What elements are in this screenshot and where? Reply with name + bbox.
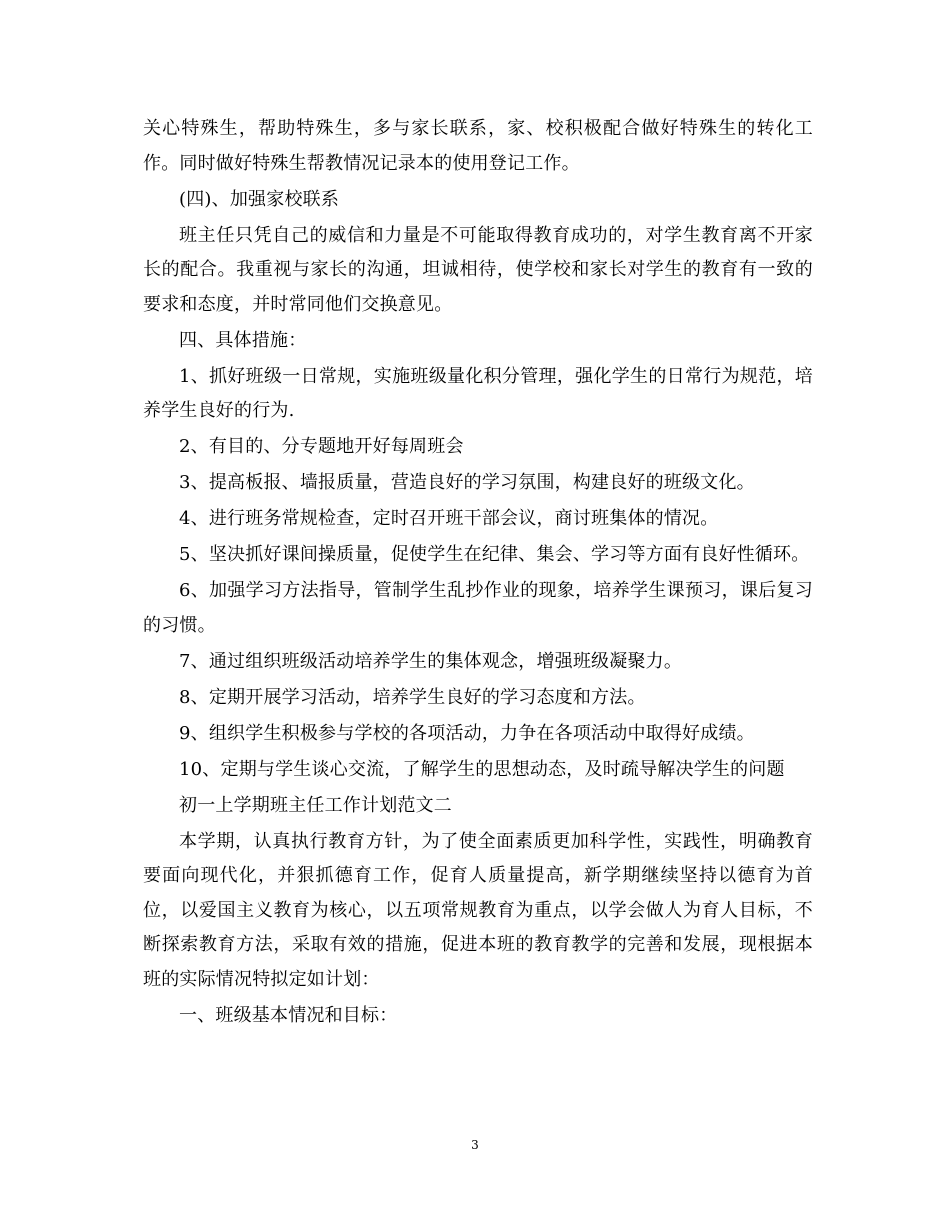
measure-item-7: 7、通过组织班级活动培养学生的集体观念，增强班级凝聚力。 bbox=[179, 650, 683, 672]
measure-item-6: 6、加强学习方法指导，管制学生乱抄作业的现象，培养学生课预习，课后复习的习惯。 bbox=[143, 580, 813, 636]
page-number: 3 bbox=[471, 1138, 479, 1152]
document-subtitle: 初一上学期班主任工作计划范文二 bbox=[179, 794, 452, 816]
section-heading-class-situation: 一、班级基本情况和目标： bbox=[179, 1004, 398, 1026]
measure-item-1: 1、抓好班级一日常规，实施班级量化积分管理，强化学生的日常行为规范，培养学生良好的行为. bbox=[143, 365, 813, 421]
paragraph-3: 班主任只凭自己的威信和力量是不可能取得教育成功的，对学生教育离不开家长的配合。我重视与家长的沟通，坦诚相待，使学校和家长对学生的教育有一致的要求和态度，并时常同他们交换意见。 bbox=[143, 224, 813, 315]
measure-item-8: 8、定期开展学习活动，培养学生良好的学习态度和方法。 bbox=[179, 686, 646, 708]
document-body bbox=[143, 112, 813, 1035]
measure-item-4: 4、进行班务常规检查，定时召开班干部会议，商讨班集体的情况。 bbox=[179, 508, 719, 529]
paragraph-intro: 本学期，认真执行教育方针，为了使全面素质更加科学性，实践性，明确教育要面向现代化，并狠抓德育工作，促育人质量提高，新学期继续坚持以德育为首位，以爱国主义教育为核心，以五项常规教育为重点，以学会做人为育人目标，不断探索教育方法，采取有效的措施，促进本班的教育教学的完善和发展，现根据本班的实际情况特拟定如计划： bbox=[143, 830, 813, 990]
measure-item-5: 5、坚决抓好课间操质量，促使学生在纪律、集会、学习等方面有良好性循环。 bbox=[179, 544, 810, 565]
paragraph-1: 关心特殊生，帮助特殊生，多与家长联系，家、校积极配合做好特殊生的转化工作。同时做好特殊生帮教情况记录本的使用登记工作。 bbox=[143, 118, 813, 174]
section-heading-home-school: (四)、加强家校联系 bbox=[179, 188, 340, 210]
measure-item-9: 9、组织学生积极参与学校的各项活动，力争在各项活动中取得好成绩。 bbox=[179, 722, 755, 744]
measure-item-2: 2、有目的、分专题地开好每周班会 bbox=[179, 436, 464, 457]
measure-item-10: 10、定期与学生谈心交流，了解学生的思想动态，及时疏导解决学生的问题 bbox=[179, 758, 785, 780]
section-heading-measures: 四、具体措施： bbox=[179, 329, 307, 351]
measure-item-3: 3、提高板报、墙报质量，营造良好的学习氛围，构建良好的班级文化。 bbox=[179, 472, 755, 493]
